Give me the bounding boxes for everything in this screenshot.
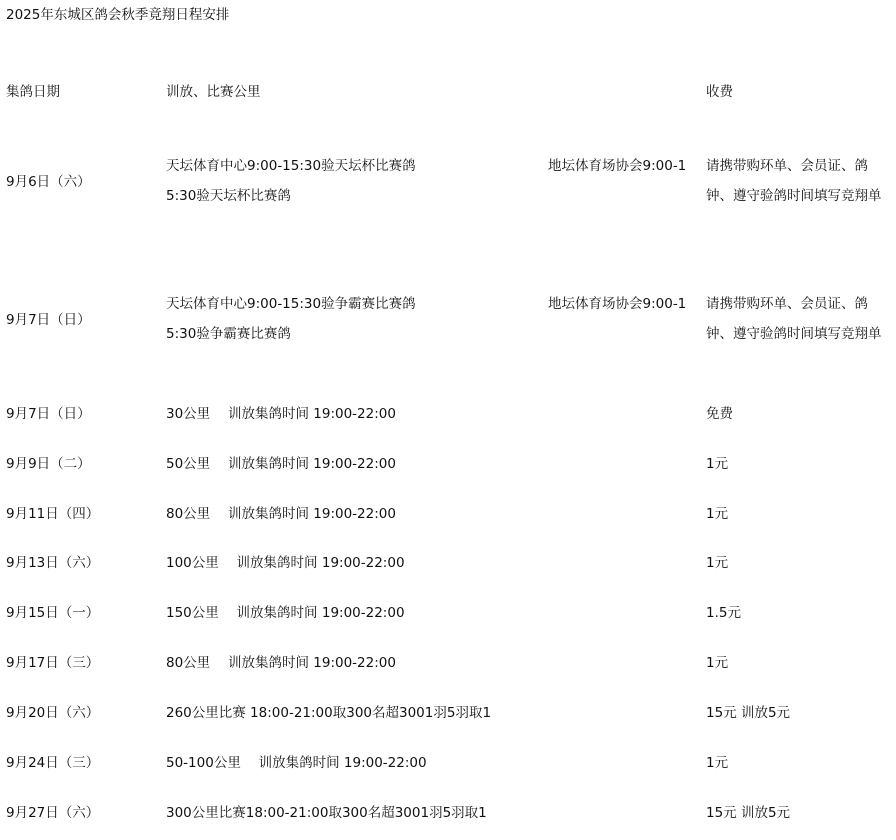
header-route: 训放、比赛公里: [166, 84, 261, 100]
schedule-row-fee: 15元 训放5元: [706, 705, 791, 721]
schedule-row-fee: 1.5元: [706, 605, 741, 621]
schedule-row-date: 9月20日（六）: [6, 705, 100, 721]
schedule-row-fee: 1元: [706, 456, 729, 472]
schedule-row-date: 9月13日（六）: [6, 555, 100, 571]
schedule-row-date: 9月24日（三）: [6, 755, 100, 771]
schedule-row-date: 9月17日（三）: [6, 655, 100, 671]
schedule-row-fee: 免费: [706, 406, 733, 422]
schedule-row-route: 30公里 训放集鸽时间 19:00-22:00: [166, 406, 396, 422]
schedule-row-route: 300公里比赛18:00-21:00取300名超3001羽5羽取1: [166, 805, 487, 821]
schedule-row-date: 9月27日（六）: [6, 805, 100, 821]
schedule-row-date: 9月15日（一）: [6, 605, 100, 621]
schedule-row-fee-line2: 钟、遵守验鸽时间填写竞翔单: [706, 188, 882, 204]
schedule-row-mid: 地坛体育场协会9:00-1: [548, 158, 687, 174]
page-title: 2025年东城区鸽会秋季竟翔日程安排: [6, 7, 230, 23]
schedule-row-route: 80公里 训放集鸽时间 19:00-22:00: [166, 506, 396, 522]
schedule-row-fee-line2: 钟、遵守验鸽时间填写竞翔单: [706, 326, 882, 342]
schedule-row-fee: 1元: [706, 555, 729, 571]
schedule-row-mid: 地坛体育场协会9:00-1: [548, 296, 687, 312]
schedule-row-fee: 1元: [706, 506, 729, 522]
schedule-row-route: 80公里 训放集鸽时间 19:00-22:00: [166, 655, 396, 671]
schedule-row-route-line1: 天坛体育中心9:00-15:30验天坛杯比赛鸽: [166, 158, 416, 174]
schedule-row-route-line2: 5:30验天坛杯比赛鸽: [166, 188, 291, 204]
schedule-row-fee: 1元: [706, 755, 729, 771]
schedule-row-fee-line1: 请携带购环单、会员证、鸽: [706, 296, 868, 312]
schedule-row-date: 9月9日（二）: [6, 456, 91, 472]
schedule-row-date: 9月6日（六）: [6, 174, 91, 190]
schedule-row-route-line2: 5:30验争霸赛比赛鸽: [166, 326, 291, 342]
header-fee: 收费: [706, 84, 733, 100]
schedule-row-date: 9月7日（日）: [6, 406, 91, 422]
schedule-row-route: 50-100公里 训放集鸽时间 19:00-22:00: [166, 755, 427, 771]
schedule-row-fee: 15元 训放5元: [706, 805, 791, 821]
schedule-row-route: 150公里 训放集鸽时间 19:00-22:00: [166, 605, 405, 621]
schedule-row-fee-line1: 请携带购环单、会员证、鸽: [706, 158, 868, 174]
schedule-row-route: 100公里 训放集鸽时间 19:00-22:00: [166, 555, 405, 571]
schedule-row-fee: 1元: [706, 655, 729, 671]
schedule-row-date: 9月11日（四）: [6, 506, 100, 522]
header-date: 集鸽日期: [6, 84, 60, 100]
schedule-row-route: 260公里比赛 18:00-21:00取300名超3001羽5羽取1: [166, 705, 492, 721]
schedule-row-date: 9月7日（日）: [6, 312, 91, 328]
schedule-row-route-line1: 天坛体育中心9:00-15:30验争霸赛比赛鸽: [166, 296, 416, 312]
schedule-row-route: 50公里 训放集鸽时间 19:00-22:00: [166, 456, 396, 472]
